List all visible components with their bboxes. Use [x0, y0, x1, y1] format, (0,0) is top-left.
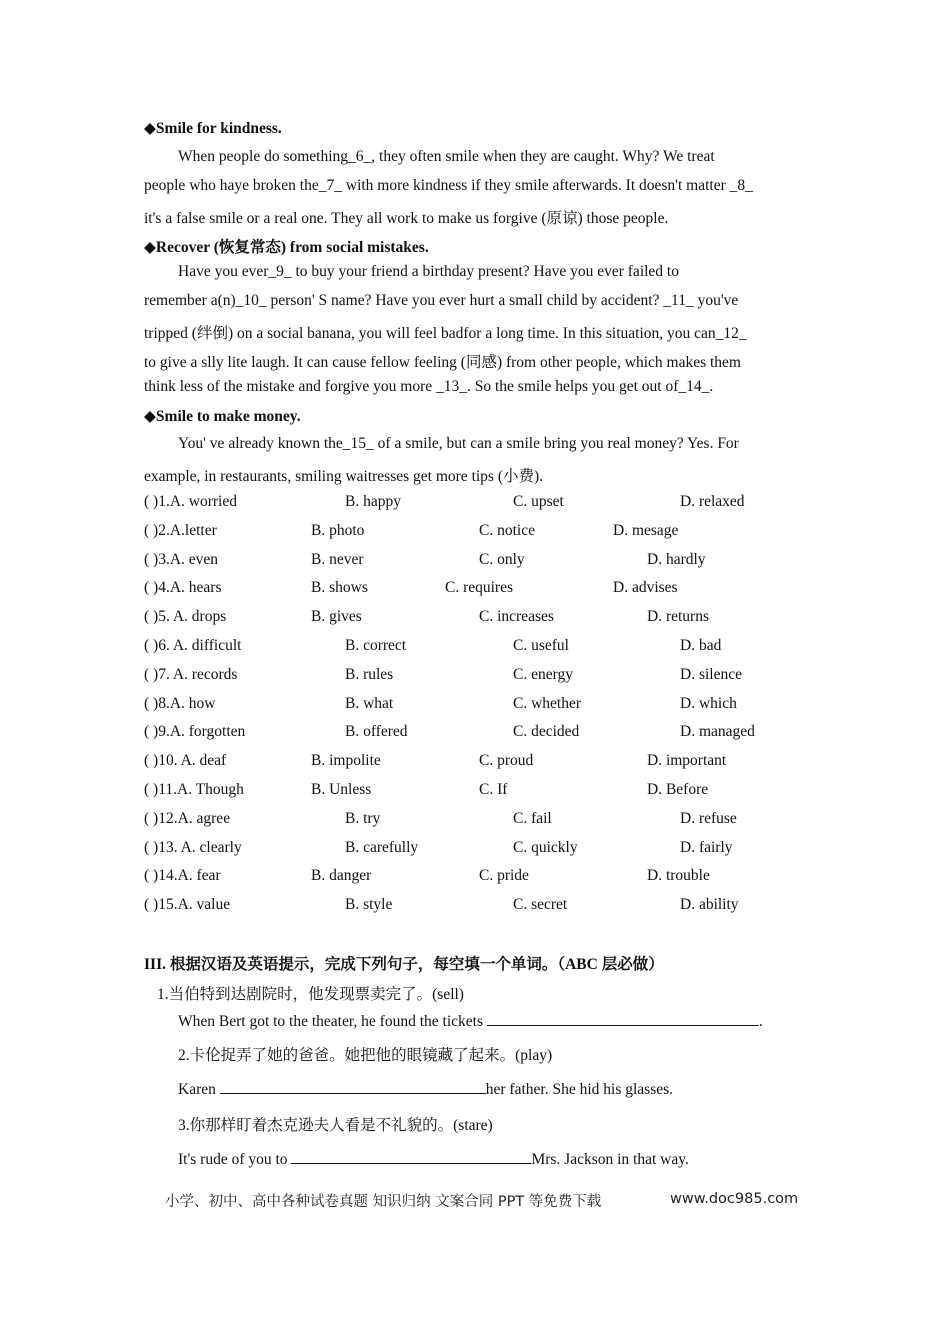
question-stem-option-a: ( )13. A. clearly	[144, 839, 242, 856]
question-option-c: C. pride	[479, 867, 529, 884]
sentence-en-before: When Bert got to the theater, he found the tickets	[178, 1013, 483, 1030]
question-stem-option-a: ( )8.A. how	[144, 695, 216, 712]
question-stem-option-a: ( )7. A. records	[144, 666, 238, 683]
question-stem-option-a: ( )4.A. hears	[144, 579, 222, 596]
question-option-b: B. Unless	[311, 781, 372, 798]
question-option-d: D. returns	[647, 608, 709, 625]
question-option-d: D. managed	[680, 723, 755, 740]
question-option-d: D. ability	[680, 896, 739, 913]
question-stem-option-a: ( )15.A. value	[144, 896, 231, 913]
question-option-b: B. danger	[311, 867, 372, 884]
question-option-c: C. energy	[513, 666, 573, 683]
question-option-c: C. useful	[513, 637, 569, 654]
sentence-en	[178, 1009, 763, 1031]
question-option-d: D. refuse	[680, 810, 737, 827]
footer-text: 小学、初中、高中各种试卷真题 知识归纳 文案合同 PPT 等免费下载	[165, 1194, 602, 1210]
question-option-c: C. notice	[479, 522, 535, 539]
question-option-d: D. relaxed	[680, 493, 745, 510]
paragraph-line: You' ve already known the_15_ of a smile, but can a smile bring you real money? Yes. For	[178, 435, 739, 452]
question-option-c: C. upset	[513, 493, 564, 510]
question-option-d: D. mesage	[613, 522, 679, 539]
question-option-c: C. fail	[513, 810, 552, 827]
paragraph-line: think less of the mistake and forgive you more _13_. So the smile helps you get out of_14_.	[144, 378, 714, 395]
paragraph-line: remember a(n)_10_ person' S name? Have you ever hurt a small child by accident? _11_ you've	[144, 292, 739, 309]
question-option-b: B. offered	[345, 723, 408, 740]
question-option-b: B. carefully	[345, 839, 419, 856]
question-option-d: D. Before	[647, 781, 709, 798]
question-option-b: B. what	[345, 695, 394, 712]
question-option-b: B. try	[345, 810, 381, 827]
paragraph-line: it's a false smile or a real one. They all work to make us forgive (原谅) those people.	[144, 210, 669, 227]
question-stem-option-a: ( )3.A. even	[144, 551, 219, 568]
answer-blank[interactable]	[487, 1009, 759, 1026]
question-option-b: B. never	[311, 551, 364, 568]
section-heading-recover: ◆Recover (恢复常态) from social mistakes.	[144, 239, 429, 256]
question-option-b: B. photo	[311, 522, 365, 539]
question-option-c: C. proud	[479, 752, 534, 769]
question-option-c: C. requires	[445, 579, 514, 596]
question-option-d: D. which	[680, 695, 737, 712]
sentence-en-before: Karen	[178, 1081, 216, 1098]
question-option-d: D. important	[647, 752, 727, 769]
footer-url[interactable]: www.doc985.com	[670, 1191, 799, 1207]
paragraph-line: to give a slly lite laugh. It can cause fellow feeling (同感) from other people, which makes them	[144, 354, 741, 371]
question-stem-option-a: ( )5. A. drops	[144, 608, 227, 625]
sentence-en-after: her father. She hid his glasses.	[485, 1081, 674, 1098]
question-option-d: D. hardly	[647, 551, 706, 568]
sentence-en-after: Mrs. Jackson in that way.	[531, 1151, 689, 1168]
sentence-en	[178, 1077, 673, 1099]
question-option-d: D. trouble	[647, 867, 710, 884]
paragraph-line: example, in restaurants, smiling waitresses get more tips (小费).	[144, 468, 544, 485]
question-option-c: C. decided	[513, 723, 580, 740]
sentence-cn: 1.当伯特到达剧院时，他发现票卖完了。(sell)	[157, 986, 464, 1003]
sentence-cn: 2.卡伦捉弄了她的爸爸。她把他的眼镜藏了起来。(play)	[178, 1047, 553, 1064]
question-stem-option-a: ( )11.A. Though	[144, 781, 244, 798]
question-option-b: B. happy	[345, 493, 401, 510]
sentence-cn: 3.你那样盯着杰克逊夫人看是不礼貌的。(stare)	[178, 1117, 493, 1134]
question-option-b: B. gives	[311, 608, 362, 625]
paragraph-line: When people do something_6_, they often smile when they are caught. Why? We treat	[178, 148, 715, 165]
section-heading-kindness: ◆Smile for kindness.	[144, 120, 282, 137]
paragraph-line: tripped (绊倒) on a social banana, you will feel badfor a long time. In this situation, you can_12_	[144, 325, 747, 342]
question-option-c: C. secret	[513, 896, 568, 913]
question-option-c: C. increases	[479, 608, 554, 625]
question-option-c: C. If	[479, 781, 508, 798]
sentence-en	[178, 1147, 689, 1169]
question-option-b: B. rules	[345, 666, 394, 683]
question-option-c: C. whether	[513, 695, 582, 712]
question-option-c: C. quickly	[513, 839, 578, 856]
question-option-d: D. advises	[613, 579, 678, 596]
question-stem-option-a: ( )2.A.letter	[144, 522, 217, 539]
paragraph-line: people who haye broken the_7_ with more kindness if they smile afterwards. It doesn't matter _8_	[144, 177, 753, 194]
sentence-en-after: .	[758, 1013, 763, 1030]
answer-blank[interactable]	[291, 1147, 531, 1164]
question-stem-option-a: ( )1.A. worried	[144, 493, 237, 510]
section-heading-money: ◆Smile to make money.	[144, 408, 301, 425]
question-stem-option-a: ( )9.A. forgotten	[144, 723, 246, 740]
question-stem-option-a: ( )10. A. deaf	[144, 752, 227, 769]
question-stem-option-a: ( )14.A. fear	[144, 867, 221, 884]
part3-heading: III. 根据汉语及英语提示，完成下列句子，每空填一个单词。（ABC 层必做）	[144, 956, 664, 973]
question-option-b: B. impolite	[311, 752, 381, 769]
question-option-d: D. silence	[680, 666, 742, 683]
question-stem-option-a: ( )12.A. agree	[144, 810, 231, 827]
answer-blank[interactable]	[220, 1077, 486, 1094]
question-option-b: B. correct	[345, 637, 407, 654]
sentence-en-before: It's rude of you to	[178, 1151, 288, 1168]
question-option-c: C. only	[479, 551, 525, 568]
question-option-d: D. bad	[680, 637, 722, 654]
question-stem-option-a: ( )6. A. difficult	[144, 637, 242, 654]
question-option-b: B. style	[345, 896, 393, 913]
paragraph-line: Have you ever_9_ to buy your friend a birthday present? Have you ever failed to	[178, 263, 679, 280]
question-option-b: B. shows	[311, 579, 368, 596]
question-option-d: D. fairly	[680, 839, 733, 856]
